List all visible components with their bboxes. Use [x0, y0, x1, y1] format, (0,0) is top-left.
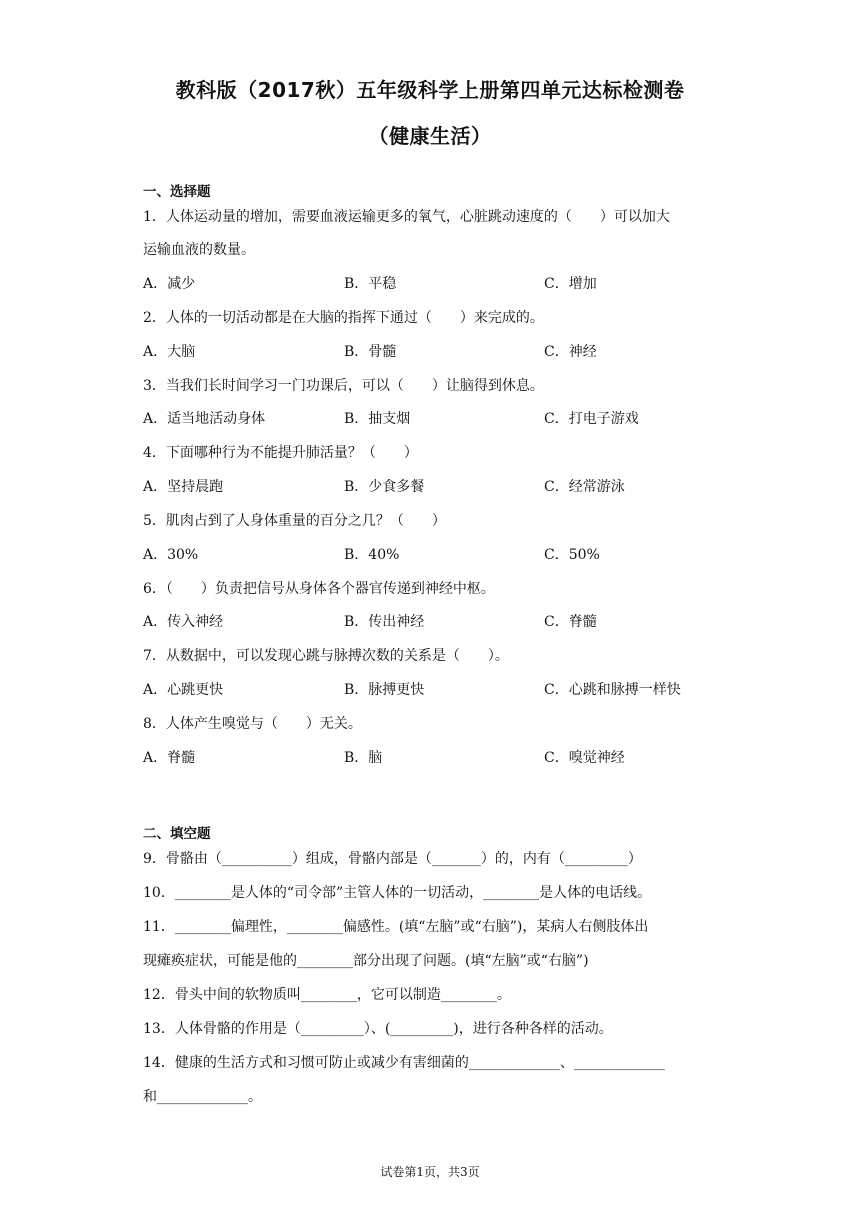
option-b: B．40% [344, 547, 400, 563]
fill-question: 13．人体骨骼的作用是（_________）、(_________)，进行各种各样的活动。 [143, 1021, 613, 1037]
exam-subtitle: （健康生活） [368, 124, 492, 148]
option-a: A．坚持晨跑 [143, 479, 224, 495]
option-row [143, 680, 743, 700]
option-a: A．适当地活动身体 [143, 411, 266, 427]
fill-question: 现瘫痪症状，可能是他的________部分出现了问题。(填“左脑”或“右脑”) [143, 953, 589, 969]
option-b: B．脉搏更快 [344, 682, 425, 698]
fill-question: 11．________偏理性，________偏感性。(填“左脑”或“右脑”)，某病人右侧肢体出 [143, 919, 649, 935]
option-b: B．少食多餐 [344, 479, 425, 495]
option-a: A．30% [143, 547, 199, 563]
option-b: B．抽支烟 [344, 411, 411, 427]
option-c: C．脊髓 [544, 614, 597, 630]
option-c: C．50% [544, 547, 600, 563]
question-stem: 1．人体运动量的增加，需要血液运输更多的氧气，心脏跳动速度的（ ）可以加大 [143, 209, 670, 225]
option-b: B．传出神经 [344, 614, 425, 630]
question-stem: 7．从数据中，可以发现心跳与脉搏次数的关系是（ ）。 [143, 648, 509, 664]
option-a: A．减少 [143, 276, 196, 292]
option-a: A．脊髓 [143, 750, 196, 766]
option-a: A．传入神经 [143, 614, 224, 630]
option-row [143, 748, 743, 768]
section-heading-choice: 一、选择题 [143, 184, 211, 200]
option-c: C．神经 [544, 344, 597, 360]
question-stem: 2．人体的一切活动都是在大脑的指挥下通过（ ）来完成的。 [143, 310, 544, 326]
option-c: C．增加 [544, 276, 597, 292]
option-c: C．经常游泳 [544, 479, 625, 495]
question-stem: 8．人体产生嗅觉与（ ）无关。 [143, 716, 362, 732]
option-row [143, 545, 743, 565]
fill-question: 12．骨头中间的软物质叫________，它可以制造________。 [143, 987, 511, 1003]
option-c: C．打电子游戏 [544, 411, 639, 427]
option-row [143, 274, 743, 294]
option-b: B．骨髓 [344, 344, 397, 360]
fill-question: 9．骨骼由（__________）组成，骨骼内部是（_______）的，内有（_________） [143, 851, 642, 867]
exam-title: 教科版（2017秋）五年级科学上册第四单元达标检测卷 [175, 78, 685, 102]
page-footer: 试卷第1页，共3页 [380, 1165, 480, 1179]
option-c: C．心跳和脉搏一样快 [544, 682, 681, 698]
option-b: B．脑 [344, 750, 383, 766]
option-b: B．平稳 [344, 276, 397, 292]
fill-question: 14．健康的生活方式和习惯可防止或减少有害细菌的_____________、_____________ [143, 1055, 665, 1071]
option-a: A．心跳更快 [143, 682, 224, 698]
option-c: C．嗅觉神经 [544, 750, 625, 766]
question-stem: 运输血液的数量。 [143, 242, 255, 258]
question-stem: 6．（ ）负责把信号从身体各个器官传递到神经中枢。 [143, 581, 495, 597]
section-heading-fill: 二、填空题 [143, 826, 211, 842]
option-row [143, 409, 743, 429]
question-stem: 4．下面哪种行为不能提升肺活量？（ ） [143, 445, 418, 461]
question-stem: 3．当我们长时间学习一门功课后，可以（ ）让脑得到休息。 [143, 378, 544, 394]
option-row [143, 477, 743, 497]
fill-question: 和_____________。 [143, 1089, 262, 1105]
fill-question: 10．________是人体的“司令部”主管人体的一切活动，________是人体的电话线。 [143, 885, 652, 901]
question-stem: 5．肌肉占到了人身体重量的百分之几？（ ） [143, 513, 446, 529]
option-row [143, 612, 743, 632]
option-a: A．大脑 [143, 344, 196, 360]
option-row [143, 342, 743, 362]
